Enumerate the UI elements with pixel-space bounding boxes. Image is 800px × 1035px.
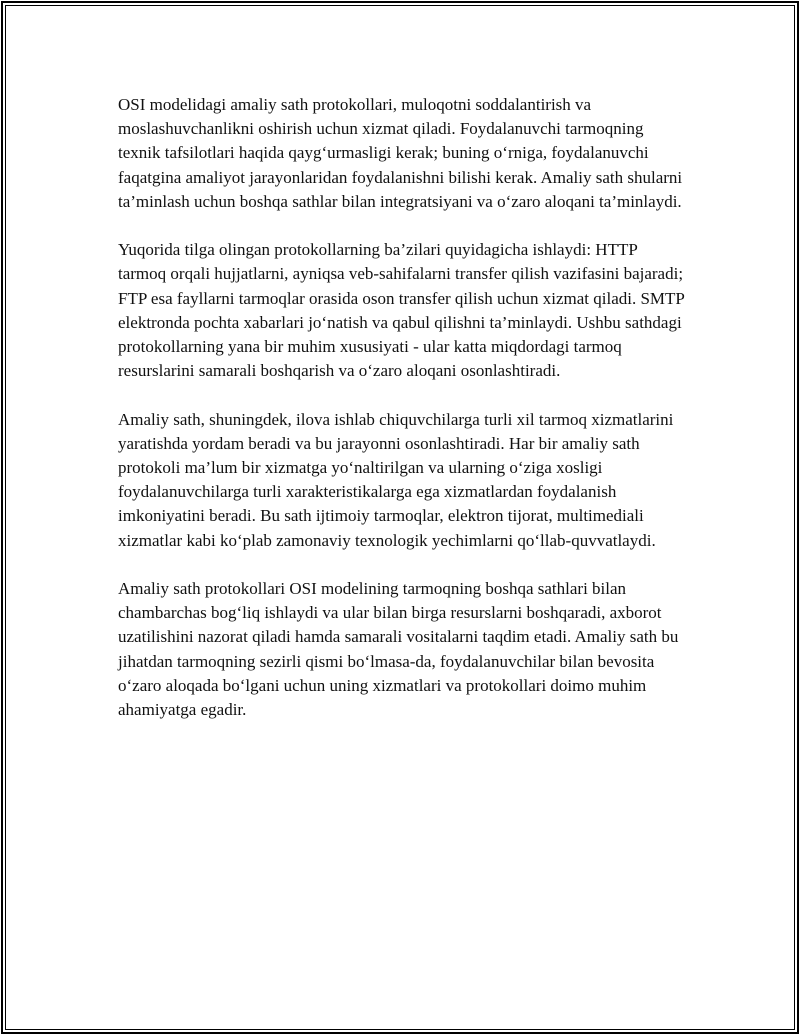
paragraph-1: OSI modelidagi amaliy sath protokollari, muloqotni soddalantirish va moslashuvchanlikni oshirish uchun xizmat qiladi. Foydalanuvchi tarmoqning texnik tafsilotlari haqida qayg‘urmasligi kerak; buning o‘rniga, foydalanuvchi faqatgina amaliyot jarayonlaridan foydalanishni bilishi kerak. Amaliy sath shularni ta’minlash uchun boshqa sathlar bilan integratsiyani va o‘zaro aloqani ta’minlaydi. — [118, 95, 683, 211]
paragraph-4: Amaliy sath protokollari OSI modelining tarmoqning boshqa sathlari bilan chambarchas bog‘liq ishlaydi va ular bilan birga resurslarni boshqaradi, axborot uzatilishini nazorat qiladi hamda samarali vositalarni taqdim etadi. Amaliy sath bu jihatdan tarmoqning sezirli qismi bo‘lmasa-da, foydalanuvchilar bilan bevosita o‘zaro aloqada bo‘lgani uchun uning xizmatlari va protokollari doimo muhim ahamiyatga egadir. — [118, 579, 679, 720]
document-body — [118, 93, 688, 746]
paragraph-2: Yuqorida tilga olingan protokollarning ba’zilari quyidagicha ishlaydi: HTTP tarmoq orqali hujjatlarni, ayniqsa veb-sahifalarni transfer qilish vazifasini bajaradi; FTP esa fayllarni tarmoqlar orasida oson transfer qilish uchun xizmat qiladi. SMTP elektronda pochta xabarlari jo‘natish va qabul qilishni ta’minlaydi. Ushbu sathdagi protokollarning yana bir muhim xususiyati - ular katta miqdordagi tarmoq resurslarini samarali boshqarish va o‘zaro aloqani osonlashtiradi. — [118, 240, 685, 381]
paragraph-3: Amaliy sath, shuningdek, ilova ishlab chiquvchilarga turli xil tarmoq xizmatlarini yaratishda yordam beradi va bu jarayonni osonlashtiradi. Har bir amaliy sath protokoli ma’lum bir xizmatga yo‘naltirilgan va ularning o‘ziga xosligi foydalanuvchilarga turli xarakteristikalarga ega xizmatlardan foydalanish imkoniyatini beradi. Bu sath ijtimoiy tarmoqlar, elektron tijorat, multimediali xizmatlar kabi ko‘plab zamonaviy texnologik yechimlarni qo‘llab-quvvatlaydi. — [118, 409, 674, 550]
